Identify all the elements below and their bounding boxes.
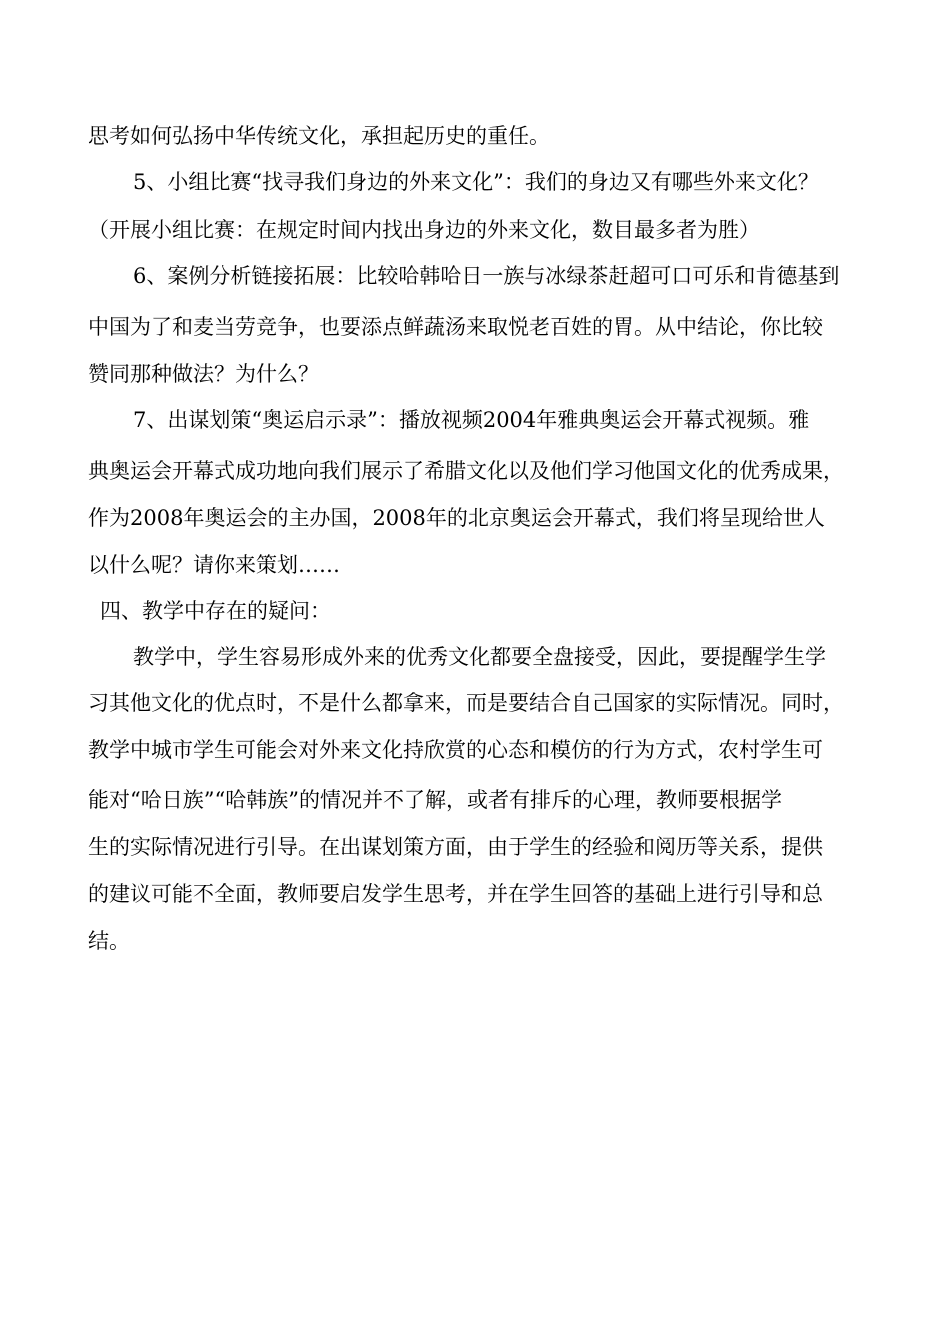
text-line: 思考如何弘扬中华传统文化，承担起历史的重任。 [88,124,550,148]
text-line: 生的实际情况进行引导。在出谋划策方面，由于学生的经验和阅历等关系，提供 [88,835,823,859]
text-line: 7、出谋划策“奥运启示录”：播放视频2004年雅典奥运会开幕式视频。雅 [133,408,810,432]
text-line: 典奥运会开幕式成功地向我们展示了希腊文化以及他们学习他国文化的优秀成果， [88,459,844,483]
text-line: （开展小组比赛：在规定时间内找出身边的外来文化，数目最多者为胜） [88,218,760,242]
text-line: 的建议可能不全面，教师要启发学生思考，并在学生回答的基础上进行引导和总 [88,882,823,906]
text-line: 5、小组比赛“找寻我们身边的外来文化”：我们的身边又有哪些外来文化？ [133,170,819,194]
text-line: 结。 [88,929,130,953]
text-line: 教学中城市学生可能会对外来文化持欣赏的心态和模仿的行为方式，农村学生可 [88,738,823,762]
section-heading: 四、教学中存在的疑问： [100,599,331,623]
text-line: 能对“哈日族”“哈韩族”的情况并不了解，或者有排斥的心理，教师要根据学 [88,788,782,812]
text-line: 教学中，学生容易形成外来的优秀文化都要全盘接受，因此，要提醒学生学 [133,645,826,669]
text-line: 作为2008年奥运会的主办国，2008年的北京奥运会开幕式，我们将呈现给世人 [88,506,825,530]
text-line: 习其他文化的优点时，不是什么都拿来，而是要结合自己国家的实际情况。同时， [88,691,844,715]
text-line: 中国为了和麦当劳竞争，也要添点鲜蔬汤来取悦老百姓的胃。从中结论，你比较 [88,315,823,339]
text-line: 以什么呢？请你来策划…… [88,553,340,577]
text-line: 赞同那种做法？为什么？ [88,362,319,386]
text-line: 6、案例分析链接拓展：比较哈韩哈日一族与冰绿茶赶超可口可乐和肯德基到 [133,264,840,288]
